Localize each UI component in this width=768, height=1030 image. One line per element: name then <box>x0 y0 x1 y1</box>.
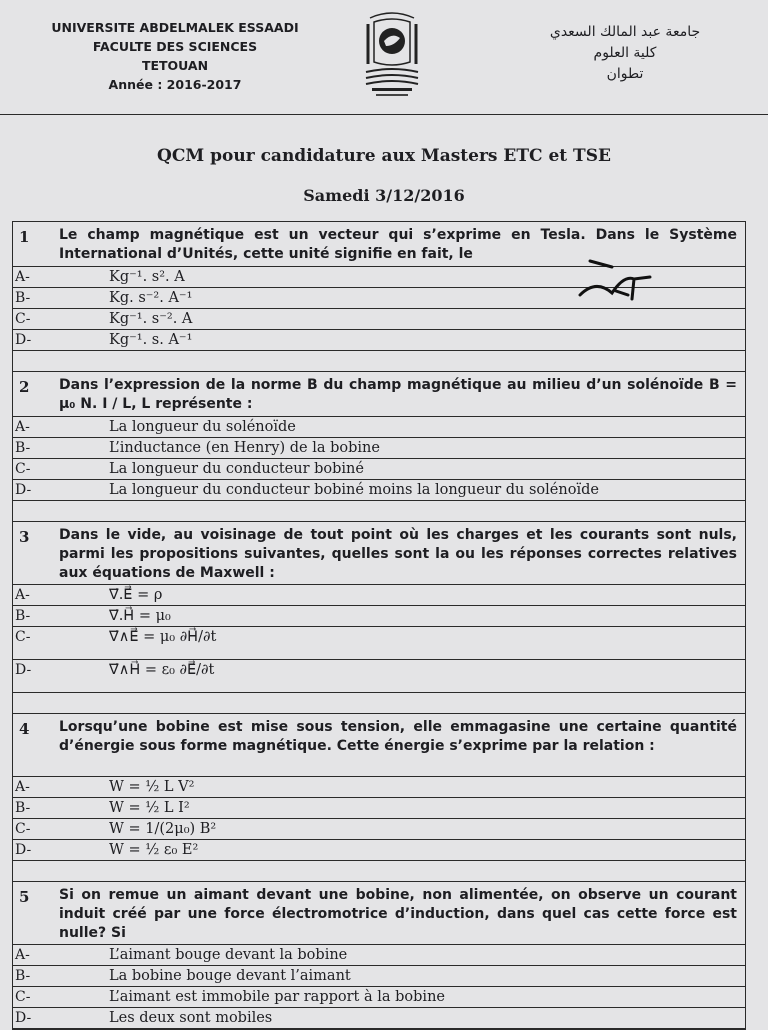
spacer-row <box>13 501 745 521</box>
question-number: 4 <box>19 720 30 738</box>
question-number: 5 <box>19 888 30 906</box>
option-row <box>13 798 745 819</box>
option-row <box>13 987 745 1008</box>
option-label: B- <box>15 608 31 624</box>
option-text: Kg⁻¹. s². A <box>109 269 185 285</box>
option-row <box>13 840 745 861</box>
option-row <box>13 459 745 480</box>
question-block <box>13 372 745 522</box>
spacer-row <box>13 351 745 371</box>
option-row <box>13 585 745 606</box>
university-line-ar: جامعة عبد المالك السعدي <box>549 24 701 40</box>
question-text: Le champ magnétique est un vecteur qui s’exprime en Tesla. Dans le Système International d’Unités, cette unité signifie en fait, le <box>59 227 737 262</box>
option-label: B- <box>15 440 31 456</box>
option-text: L’aimant est immobile par rapport à la bobine <box>109 989 445 1005</box>
option-text: La longueur du solénoïde <box>109 419 296 435</box>
document-header <box>0 0 768 118</box>
option-row <box>13 627 745 660</box>
option-row <box>13 945 745 966</box>
option-label: C- <box>15 311 31 327</box>
option-row <box>13 480 745 501</box>
option-text: Kg. s⁻². A⁻¹ <box>109 290 193 306</box>
option-label: B- <box>15 290 31 306</box>
header-divider <box>0 114 768 115</box>
option-label: A- <box>15 269 30 285</box>
option-text: W = ½ L V² <box>109 779 195 795</box>
option-label: D- <box>15 332 32 348</box>
option-text: Kg⁻¹. s⁻². A <box>109 311 193 327</box>
faculty-line: FACULTE DES SCIENCES <box>92 39 258 54</box>
academic-year: Année : 2016-2017 <box>108 77 242 92</box>
option-text: L’aimant bouge devant la bobine <box>109 947 348 963</box>
city-line: TETOUAN <box>141 58 209 73</box>
option-row <box>13 660 745 693</box>
question-text: Si on remue un aimant devant une bobine, non alimentée, on observe un courant induit créé par une force électromotrice d’induction, dans quel cas cette force est nulle? Si <box>59 887 737 941</box>
question-number: 3 <box>19 528 30 546</box>
option-text: La bobine bouge devant l’aimant <box>109 968 351 984</box>
option-row <box>13 1008 745 1029</box>
option-label: C- <box>15 821 31 837</box>
option-text: La longueur du conducteur bobiné moins la longueur du solénoïde <box>109 482 599 498</box>
option-text: ∇⃗∧E⃗ = μ₀ ∂H⃗/∂t <box>109 629 217 645</box>
option-row <box>13 309 745 330</box>
option-text: Les deux sont mobiles <box>109 1010 273 1026</box>
university-logo <box>358 8 426 100</box>
question-table <box>12 221 746 1030</box>
question-number: 2 <box>19 378 30 396</box>
option-row <box>13 438 745 459</box>
option-label: C- <box>15 989 31 1005</box>
option-label: A- <box>15 779 30 795</box>
option-row <box>13 606 745 627</box>
option-text: ∇⃗.E⃗ = ρ <box>109 587 163 603</box>
question-block <box>13 714 745 882</box>
exam-date: Samedi 3/12/2016 <box>303 186 465 205</box>
option-text: L’inductance (en Henry) de la bobine <box>109 440 380 456</box>
option-label: C- <box>15 629 31 645</box>
option-row <box>13 417 745 438</box>
university-line: UNIVERSITE ABDELMALEK ESSAADI <box>51 20 299 35</box>
option-text: Kg⁻¹. s. A⁻¹ <box>109 332 193 348</box>
option-row <box>13 966 745 987</box>
option-label: D- <box>15 1010 32 1026</box>
option-row <box>13 330 745 351</box>
option-label: C- <box>15 461 31 477</box>
question-header <box>13 522 745 585</box>
option-label: B- <box>15 968 31 984</box>
option-label: A- <box>15 947 30 963</box>
question-block <box>13 882 745 1029</box>
option-text: W = ½ L I² <box>109 800 190 816</box>
option-label: A- <box>15 587 30 603</box>
handwritten-mark <box>572 255 662 305</box>
option-text: W = 1/(2μ₀) B² <box>109 821 217 837</box>
spacer-row <box>13 693 745 713</box>
city-line-ar: تطوان <box>606 66 644 82</box>
question-block <box>13 522 745 714</box>
option-text: W = ½ ε₀ E² <box>109 842 199 858</box>
option-label: D- <box>15 842 32 858</box>
faculty-line-ar: كلية العلوم <box>593 45 657 61</box>
option-text: La longueur du conducteur bobiné <box>109 461 364 477</box>
question-text: Dans le vide, au voisinage de tout point où les charges et les courants sont nuls, parmi les propositions suivantes, quelles sont la ou les réponses correctes relatives aux équations de Maxwell : <box>59 527 737 581</box>
question-text: Lorsqu’une bobine est mise sous tension, elle emmagasine une certaine quantité d’énergie sous forme magnétique. Cette énergie s’exprime par la relation : <box>59 719 737 754</box>
university-name-ar <box>520 22 730 85</box>
option-row <box>13 777 745 798</box>
question-number: 1 <box>19 228 30 246</box>
question-text: Dans l’expression de la norme B du champ magnétique au milieu d’un solénoïde B = μ₀ N. I / L, L représente : <box>59 377 737 412</box>
option-row <box>13 819 745 840</box>
university-name-fr <box>40 18 310 94</box>
option-label: A- <box>15 419 30 435</box>
option-label: D- <box>15 662 32 678</box>
option-text: ∇⃗.H⃗ = μ₀ <box>109 608 171 624</box>
option-text: ∇⃗∧H⃗ = ε₀ ∂E⃗/∂t <box>109 662 215 678</box>
exam-title: QCM pour candidature aux Masters ETC et TSE <box>157 146 611 166</box>
option-label: B- <box>15 800 31 816</box>
question-header <box>13 372 745 417</box>
option-label: D- <box>15 482 32 498</box>
question-header <box>13 882 745 945</box>
question-header <box>13 714 745 777</box>
spacer-row <box>13 861 745 881</box>
